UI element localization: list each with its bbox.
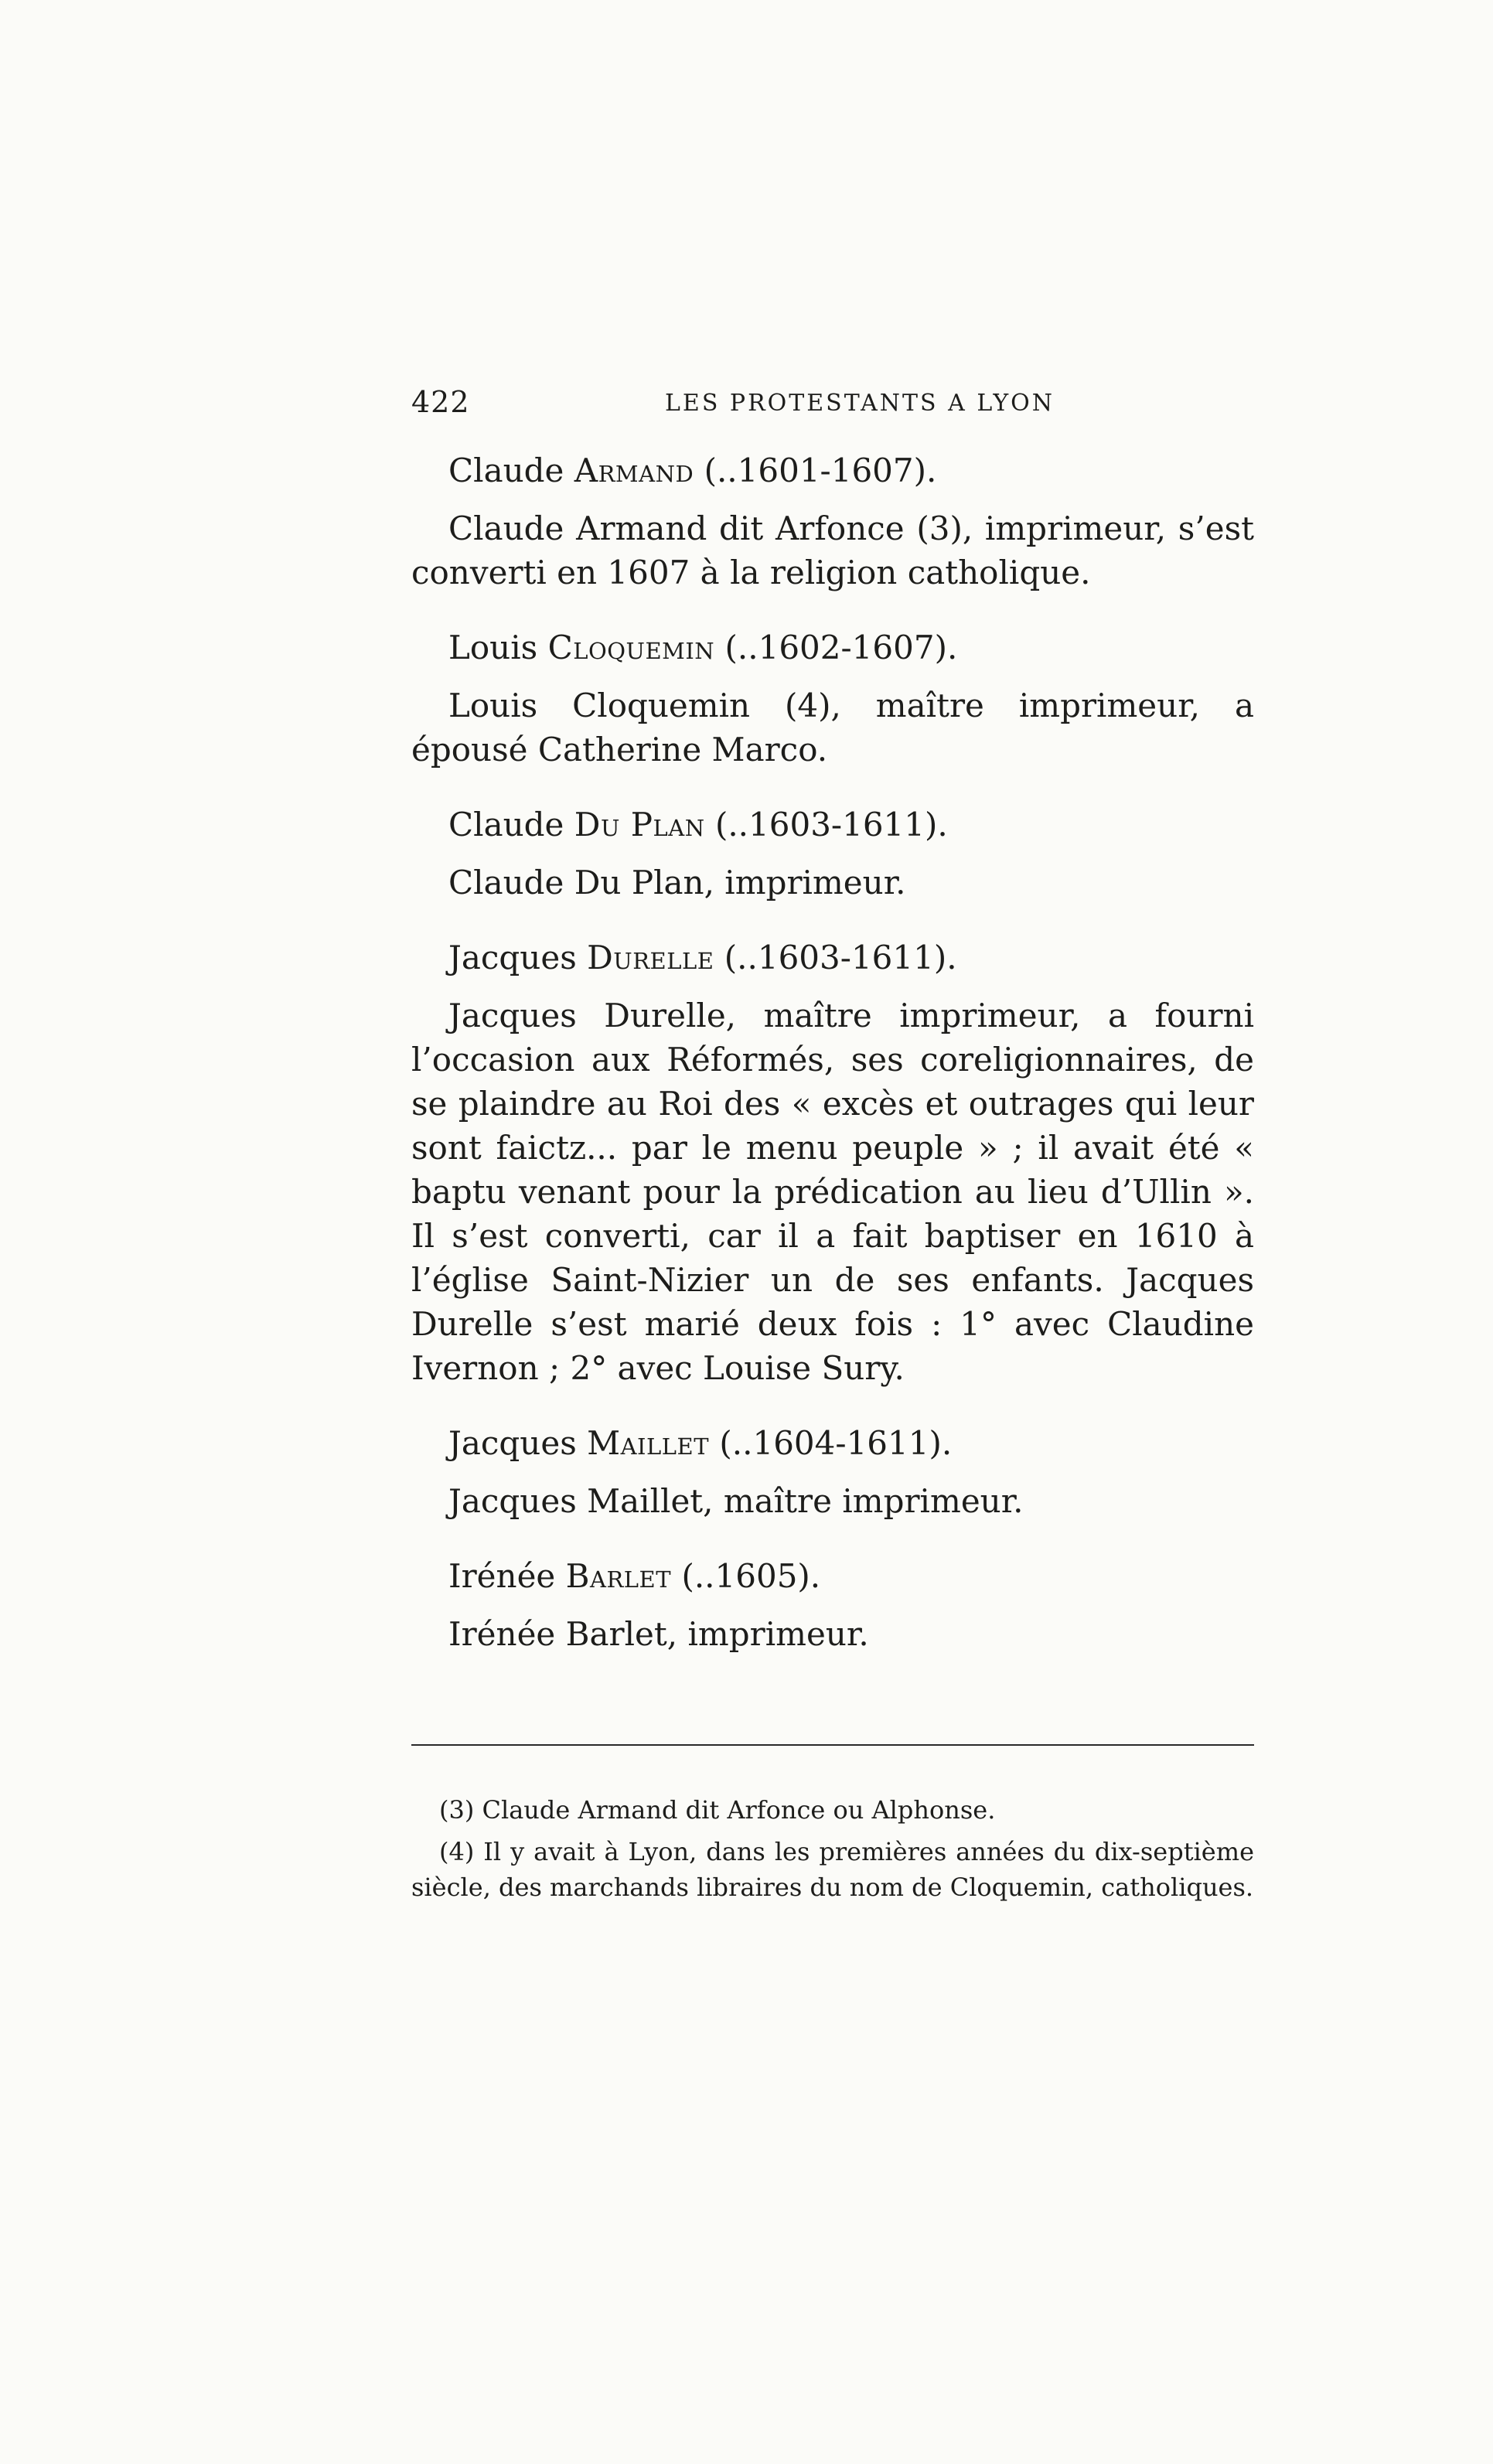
surname: Maillet [587, 1424, 710, 1462]
entry-text-cloquemin: Louis Cloquemin (4), maître imprimeur, a épousé Catherine Marco. [411, 687, 1254, 769]
running-title: LES PROTESTANTS A LYON [665, 390, 1055, 417]
first-name: Claude [448, 806, 564, 843]
first-name: Claude [448, 452, 564, 489]
page-header [411, 385, 1254, 431]
entry-heading-armand [411, 448, 1254, 492]
entry-text-durelle: Jacques Durelle, maître imprimeur, a fourni l’occasion aux Réformés, ses coreligionnaires, de se plaindre au Roi des « excès et outrages qui leur sont faictz... par le menu peuple » ; il avait été « baptu venant pour la prédication au lieu d’Ullin ». Il s’est converti, car il a fait baptiser en 1610 à l’église Saint-Nizier un de ses enfants. Jacques Durelle s’est marié deux fois : 1° avec Claudine Ivernon ; 2° avec Louise Sury. [411, 997, 1254, 1387]
first-name: Jacques [448, 939, 577, 976]
dates: (..1603-1611). [714, 806, 948, 843]
dates: (..1601-1607). [704, 452, 937, 489]
entry-heading-cloquemin [411, 625, 1254, 670]
surname: Du Plan [574, 806, 705, 843]
entry-heading-maillet [411, 1421, 1254, 1465]
footnote-divider [411, 1744, 1254, 1746]
surname: Armand [574, 452, 694, 489]
footnotes [411, 1792, 1254, 1911]
main-text [411, 448, 1254, 1687]
entry-text-du-plan: Claude Du Plan, imprimeur. [448, 864, 906, 901]
dates: (..1605). [681, 1557, 821, 1595]
first-name: Jacques [448, 1424, 577, 1462]
entry-text-maillet: Jacques Maillet, maître imprimeur. [448, 1482, 1024, 1520]
entry-text-armand: Claude Armand dit Arfonce (3), imprimeur, s’est converti en 1607 à la religion catholique. [411, 509, 1254, 591]
dates: (..1604-1611). [719, 1424, 953, 1462]
first-name: Louis [448, 629, 538, 666]
entry-heading-du-plan [411, 803, 1254, 847]
page-number: 422 [411, 385, 470, 419]
footnote-4: (4) Il y avait à Lyon, dans les premières années du dix-septième siècle, des marchands libraires du nom de Cloquemin, catholiques. [411, 1837, 1254, 1902]
first-name: Irénée [448, 1557, 556, 1595]
entry-text-barlet: Irénée Barlet, imprimeur. [448, 1615, 869, 1653]
footnote-3: (3) Claude Armand dit Arfonce ou Alphonse. [439, 1795, 996, 1825]
entry-heading-durelle [411, 936, 1254, 980]
surname: Barlet [565, 1557, 672, 1595]
surname: Durelle [587, 939, 714, 976]
dates: (..1602-1607). [724, 629, 958, 666]
dates: (..1603-1611). [724, 939, 957, 976]
entry-heading-barlet [411, 1554, 1254, 1598]
surname: Cloquemin [547, 629, 715, 666]
